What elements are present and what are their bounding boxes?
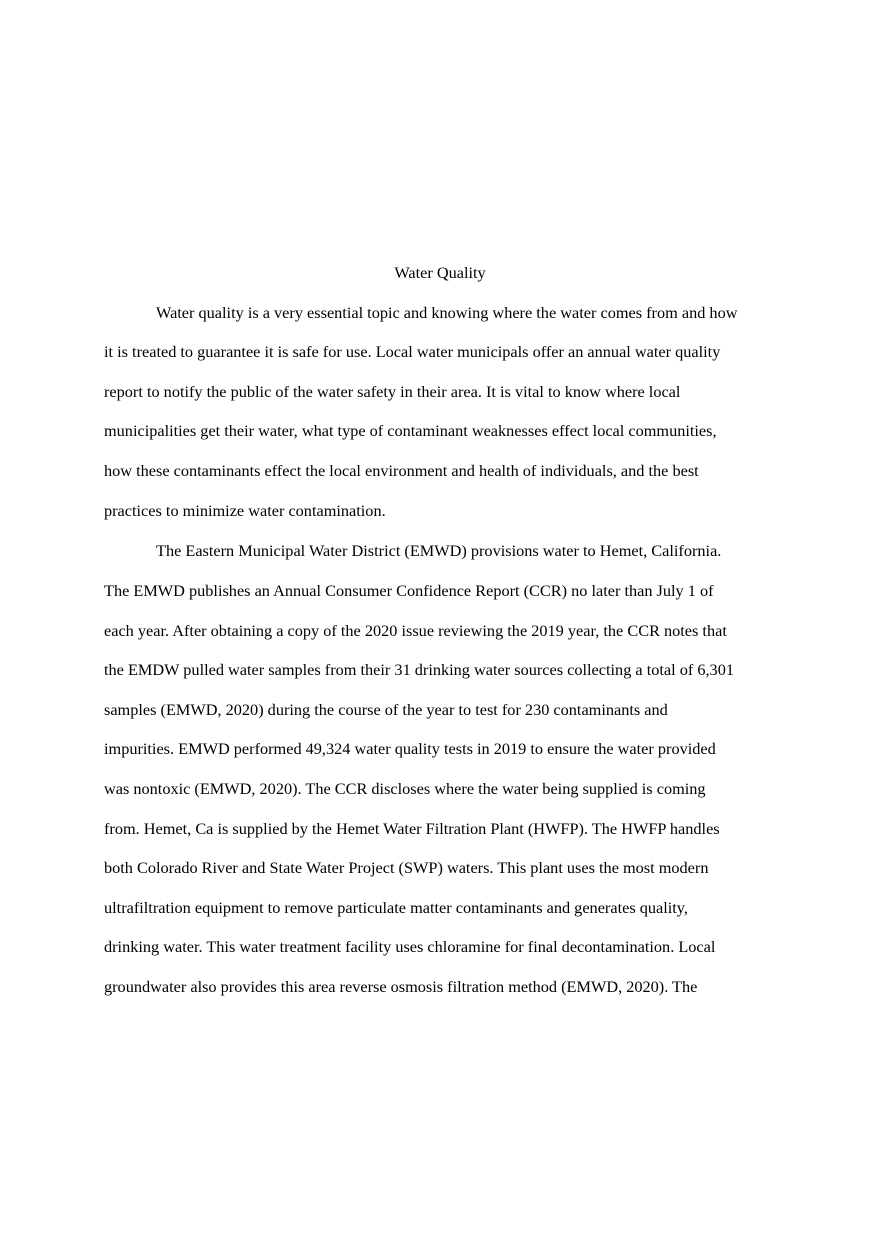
paragraph-line: practices to minimize water contamination. — [104, 501, 386, 520]
paragraph-line: from. Hemet, Ca is supplied by the Hemet Water Filtration Plant (HWFP). The HWFP handles — [104, 819, 720, 838]
paragraph-line: samples (EMWD, 2020) during the course of the year to test for 230 contaminants and — [104, 700, 668, 719]
paragraph-line: was nontoxic (EMWD, 2020). The CCR discloses where the water being supplied is coming — [104, 779, 706, 798]
paragraph-line: how these contaminants effect the local environment and health of individuals, and the best — [104, 461, 699, 480]
paragraph-line: groundwater also provides this area reverse osmosis filtration method (EMWD, 2020). The — [104, 977, 698, 996]
paragraph-line: each year. After obtaining a copy of the 2020 issue reviewing the 2019 year, the CCR notes that — [104, 621, 727, 640]
paragraph-line: The EMWD publishes an Annual Consumer Confidence Report (CCR) no later than July 1 of — [104, 581, 714, 600]
paragraph-line: municipalities get their water, what type of contaminant weaknesses effect local communities, — [104, 421, 717, 440]
paragraph-line: it is treated to guarantee it is safe for use. Local water municipals offer an annual water quality — [104, 342, 721, 361]
paragraph-line: the EMDW pulled water samples from their 31 drinking water sources collecting a total of 6,301 — [104, 660, 734, 679]
paragraph-line: Water quality is a very essential topic and knowing where the water comes from and how — [156, 303, 738, 322]
paragraph-line: The Eastern Municipal Water District (EMWD) provisions water to Hemet, California. — [156, 541, 722, 560]
page-title: Water Quality — [394, 263, 486, 282]
paragraph-line: both Colorado River and State Water Project (SWP) waters. This plant uses the most modern — [104, 858, 709, 877]
paragraph-line: drinking water. This water treatment facility uses chloramine for final decontamination. Local — [104, 937, 716, 956]
paragraph-line: impurities. EMWD performed 49,324 water quality tests in 2019 to ensure the water provided — [104, 739, 716, 758]
paragraph-line: ultrafiltration equipment to remove particulate matter contaminants and generates quality, — [104, 898, 688, 917]
paragraph-line: report to notify the public of the water safety in their area. It is vital to know where local — [104, 382, 681, 401]
